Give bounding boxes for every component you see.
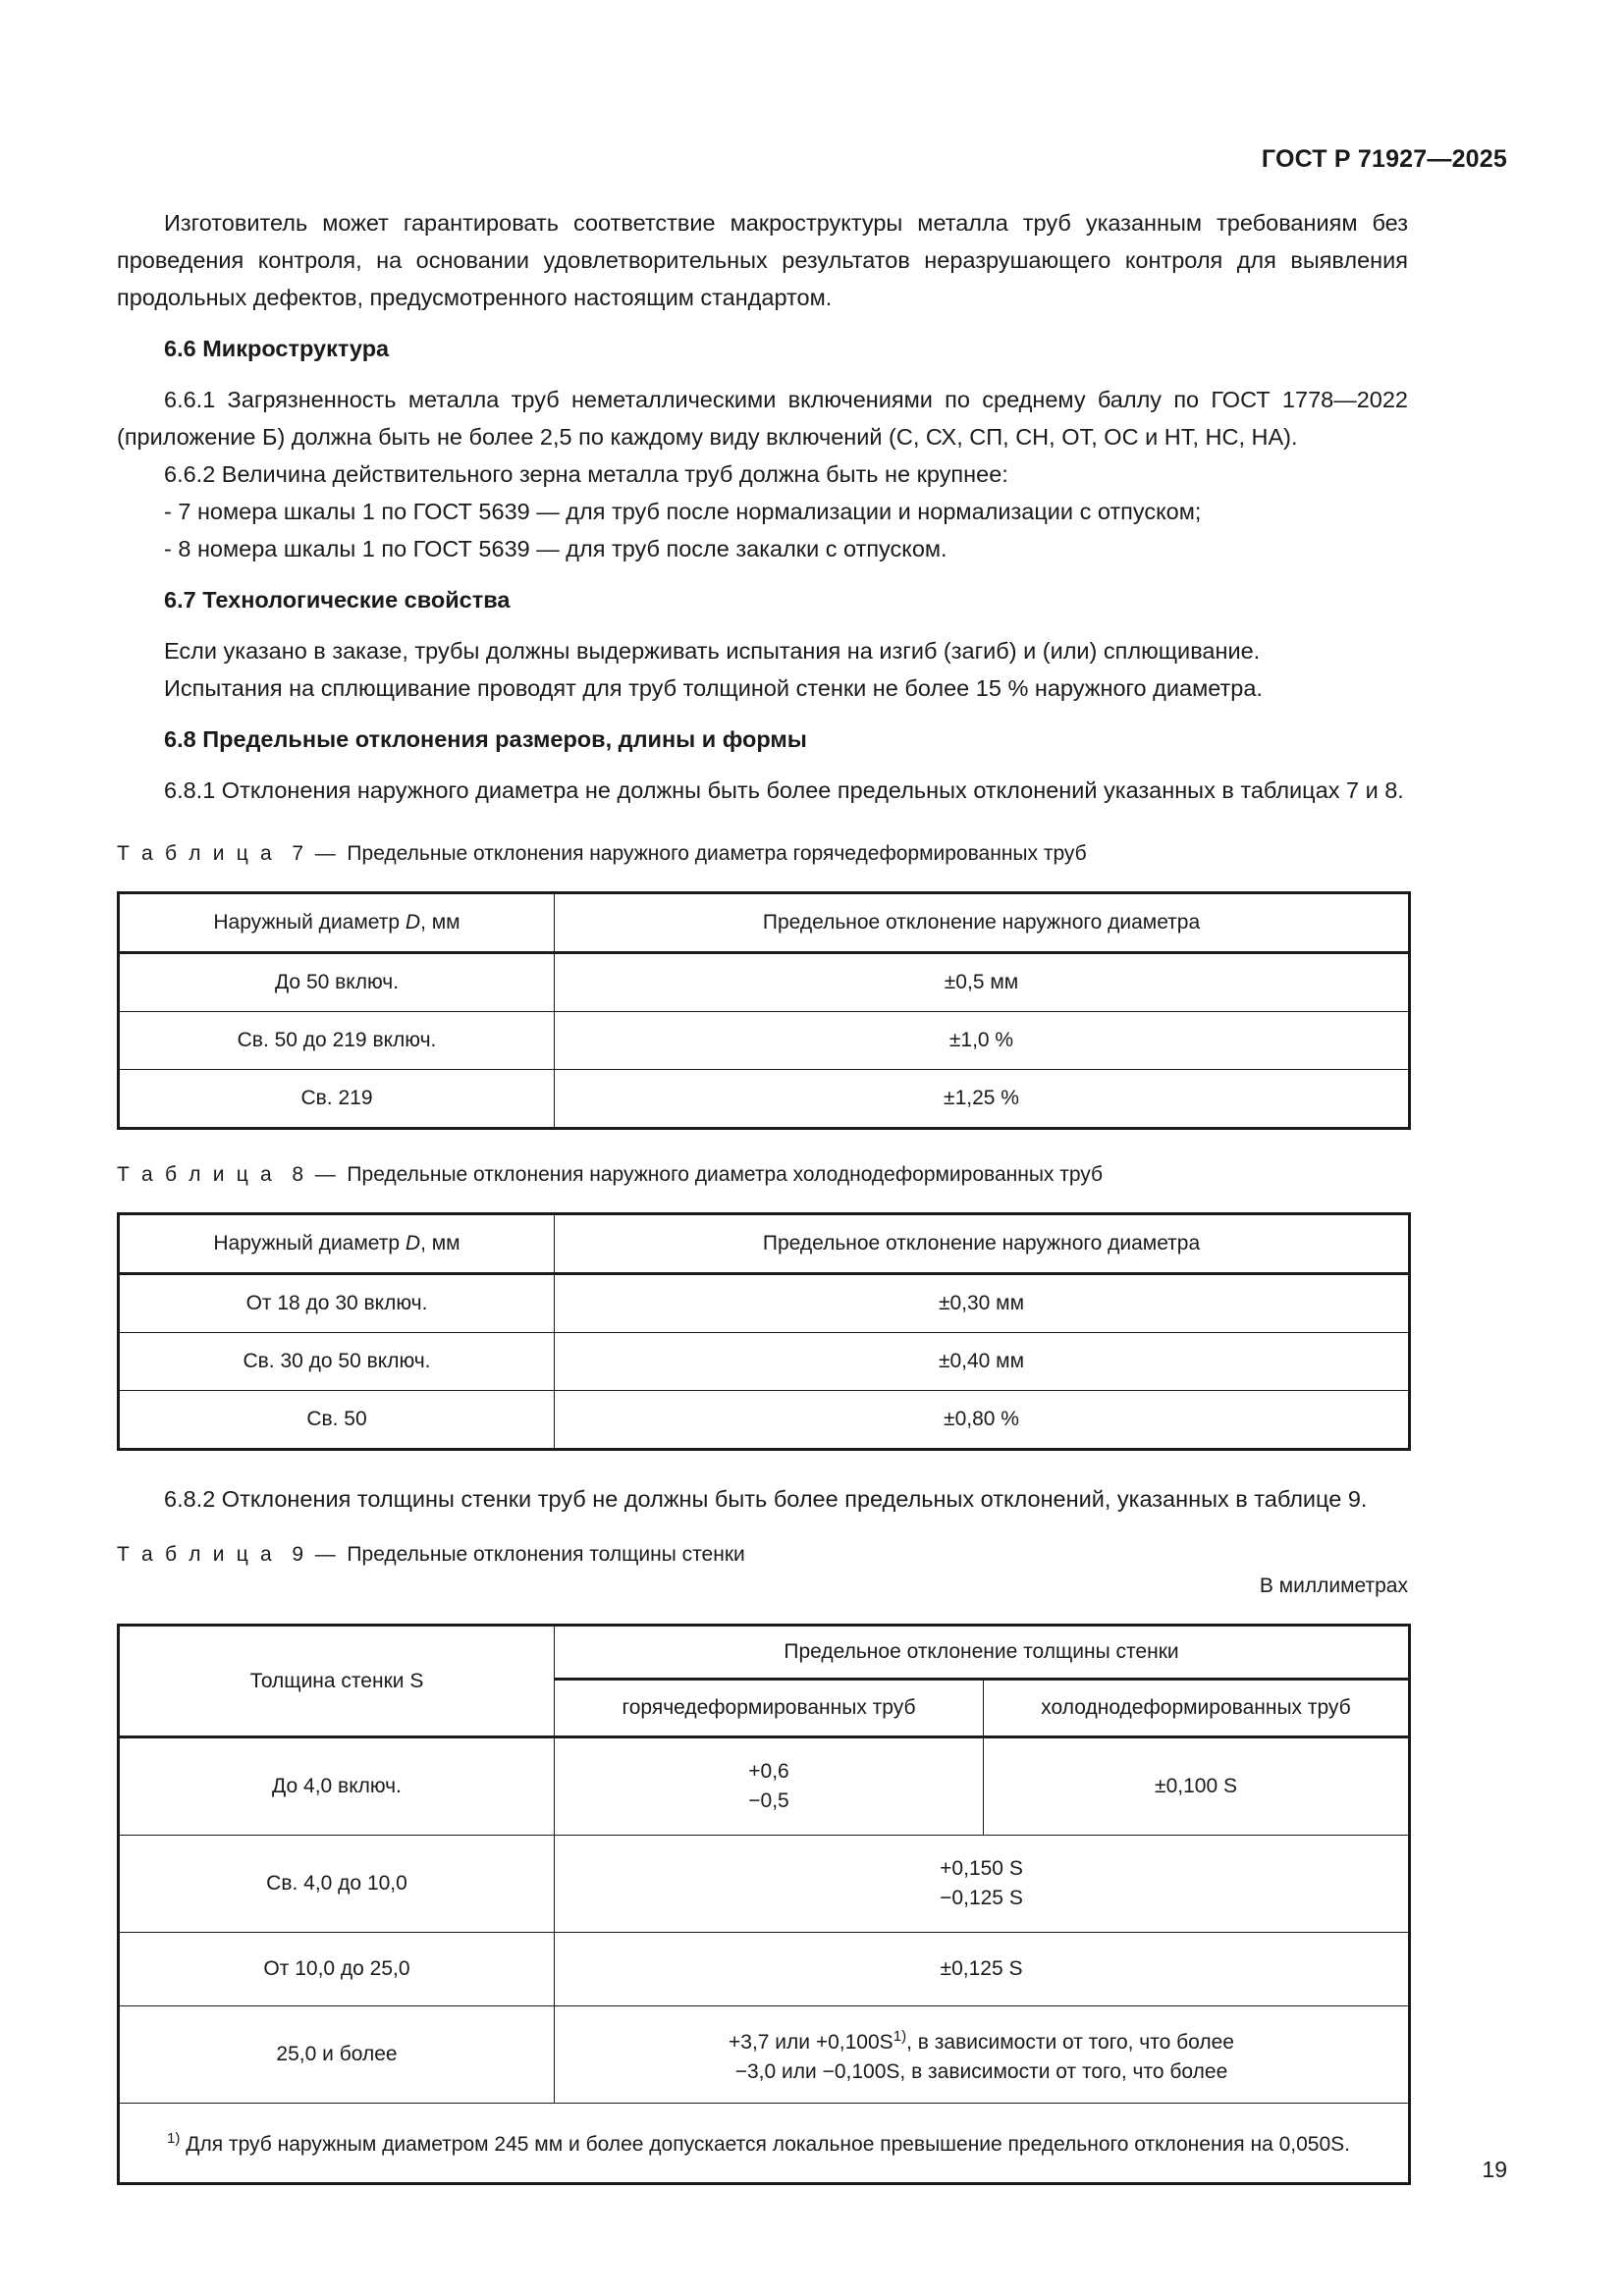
footnote-reference: 1) [893,2028,907,2045]
table-row [119,1274,1410,1333]
table-7-r0-c1: ±0,5 мм [555,953,1410,1012]
table-7-r2-c0: Св. 219 [119,1070,555,1129]
table-7-caption-text: Предельные отклонения наружного диаметра горячедеформированных труб [347,842,1087,865]
table-9-r1-line1: +0,150 S [940,1857,1023,1880]
intro-paragraph: Изготовитель может гарантировать соответствие макроструктуры металла труб указанным требованиям без проведения контроля, на основании удовлетворительных результатов неразрушающего контроля для выявления продольных дефектов, предусмотренного настоящим стандартом. [117,210,1408,310]
table-7-caption-label: Т а б л и ц а [117,842,275,865]
table-8-r1-c1: ±0,40 мм [555,1333,1410,1391]
section-heading-6-7: 6.7 Технологические свойства [164,587,511,613]
table-7-caption [117,838,1408,870]
document-header-standard-code: ГОСТ Р 71927—2025 [1261,145,1507,173]
table-8-caption-dash: — [314,1163,336,1186]
table-8-caption-label: Т а б л и ц а [117,1163,275,1186]
table-9-r0-hot-line1: +0,6 [748,1760,789,1783]
header-prefix: Наружный диаметр [213,1232,406,1255]
clause-6-6-2-item-2: - 8 номера шкалы 1 по ГОСТ 5639 — для труб после закалки с отпуском. [164,536,947,561]
table-7-header-diameter [119,893,555,953]
footnote-text: Для труб наружным диаметром 245 мм и более допускается локальное превышение предельного отклонения на 0,050S. [186,2133,1350,2156]
table-7-r2-c1: ±1,25 % [555,1070,1410,1129]
table-row [119,953,1410,1012]
table-9-r1-thickness: Св. 4,0 до 10,0 [119,1836,555,1933]
table-row [119,2006,1410,2104]
table-9-units-note: В миллиметрах [1259,1575,1408,1597]
table-8-r2-c1: ±0,80 % [555,1391,1410,1450]
header-suffix: , мм [420,911,460,934]
table-9-r3-value [555,2006,1410,2104]
table-7 [117,891,1411,1130]
table-7-caption-number: 7 [292,842,304,865]
table-8-r2-c0: Св. 50 [119,1391,555,1450]
table-9-r3-line1-rest: , в зависимости от того, что более [906,2031,1234,2054]
table-9-r2-value: ±0,125 S [555,1933,1410,2006]
table-8 [117,1212,1411,1451]
table-9-header-thickness: Толщина стенки S [119,1626,555,1737]
table-row-header [119,893,1410,953]
clause-6-6-2: 6.6.2 Величина действительного зерна металла труб должна быть не крупнее: [164,461,1008,487]
table-7-header-deviation: Предельное отклонение наружного диаметра [555,893,1410,953]
table-7-r0-c0: До 50 включ. [119,953,555,1012]
clause-6-6-1: 6.6.1 Загрязненность металла труб неметаллическими включениями по среднему баллу по ГОСТ 1778—2022 (приложение Б) должна быть не более 2,5 по каждому виду включений (С, СХ, СП, СН, ОТ, ОС и НТ, НС, НА). [117,387,1408,450]
table-7-r1-c0: Св. 50 до 219 включ. [119,1012,555,1070]
table-row [119,1933,1410,2006]
table-8-r1-c0: Св. 30 до 50 включ. [119,1333,555,1391]
table-9-r3-thickness: 25,0 и более [119,2006,555,2104]
table-8-caption-number: 8 [292,1163,304,1186]
footnote-marker: 1) [167,2130,181,2147]
table-8-r0-c1: ±0,30 мм [555,1274,1410,1333]
table-row-header [119,1626,1410,1680]
table-7-caption-dash: — [314,842,336,865]
table-9-r1-line2: −0,125 S [940,1887,1023,1909]
table-9-r0-thickness: До 4,0 включ. [119,1737,555,1836]
clause-6-6-2-item-1: - 7 номера шкалы 1 по ГОСТ 5639 — для труб после нормализации и нормализации с отпуском; [164,499,1202,524]
table-row-footnote [119,2104,1410,2184]
header-suffix: , мм [420,1232,460,1255]
table-8-r0-c0: От 18 до 30 включ. [119,1274,555,1333]
table-9-r0-cold: ±0,100 S [984,1737,1410,1836]
table-8-header-deviation: Предельное отклонение наружного диаметра [555,1214,1410,1274]
table-9-r3-line1 [563,2022,1400,2057]
table-9-r3-line1-text: +3,7 или +0,100S [729,2031,893,2054]
header-variable-D: D [405,911,421,934]
header-variable-D: D [405,1232,421,1255]
table-9-header-span-deviation: Предельное отклонение толщины стенки [555,1626,1410,1680]
table-9-caption-text: Предельные отклонения толщины стенки [347,1543,745,1566]
table-9-footnote [119,2104,1410,2184]
table-row [119,1391,1410,1450]
section-heading-6-6: 6.6 Микроструктура [164,336,390,361]
table-row [119,1012,1410,1070]
clause-6-7-paragraph-2: Испытания на сплющивание проводят для труб толщиной стенки не более 15 % наружного диаметра. [164,675,1263,701]
table-9 [117,1624,1411,2185]
table-row [119,1070,1410,1129]
table-row [119,1333,1410,1391]
table-row [119,1737,1410,1836]
table-row [119,1836,1410,1933]
table-9-r0-hot-line2: −0,5 [748,1789,789,1812]
table-9-caption-dash: — [314,1543,336,1566]
table-8-caption [117,1159,1408,1191]
table-9-r0-hot [555,1737,984,1836]
table-9-r1-value [555,1836,1410,1933]
table-9-header-hot-deformed: горячедеформированных труб [555,1680,984,1737]
section-heading-6-8: 6.8 Предельные отклонения размеров, длины и формы [164,726,807,752]
clause-6-8-2: 6.8.2 Отклонения толщины стенки труб не должны быть более предельных отклонений, указанных в таблице 9. [164,1486,1368,1512]
table-8-header-diameter [119,1214,555,1274]
table-9-r2-thickness: От 10,0 до 25,0 [119,1933,555,2006]
clause-6-8-1: 6.8.1 Отклонения наружного диаметра не должны быть более предельных отклонений указанных в таблицах 7 и 8. [164,777,1404,803]
table-8-caption-text: Предельные отклонения наружного диаметра холоднодеформированных труб [347,1163,1104,1186]
page-number: 19 [1482,2157,1507,2182]
table-9-caption-label: Т а б л и ц а [117,1543,275,1566]
page-content [117,204,1408,2185]
clause-6-7-paragraph-1: Если указано в заказе, трубы должны выдерживать испытания на изгиб (загиб) и (или) сплющивание. [164,638,1261,664]
table-7-r1-c1: ±1,0 % [555,1012,1410,1070]
table-9-header-cold-deformed: холоднодеформированных труб [984,1680,1410,1737]
table-9-r3-line2: −3,0 или −0,100S, в зависимости от того, что более [734,2060,1228,2083]
header-prefix: Наружный диаметр [213,911,406,934]
table-9-caption [117,1539,1408,1571]
table-row-header [119,1214,1410,1274]
table-9-caption-number: 9 [292,1543,304,1566]
